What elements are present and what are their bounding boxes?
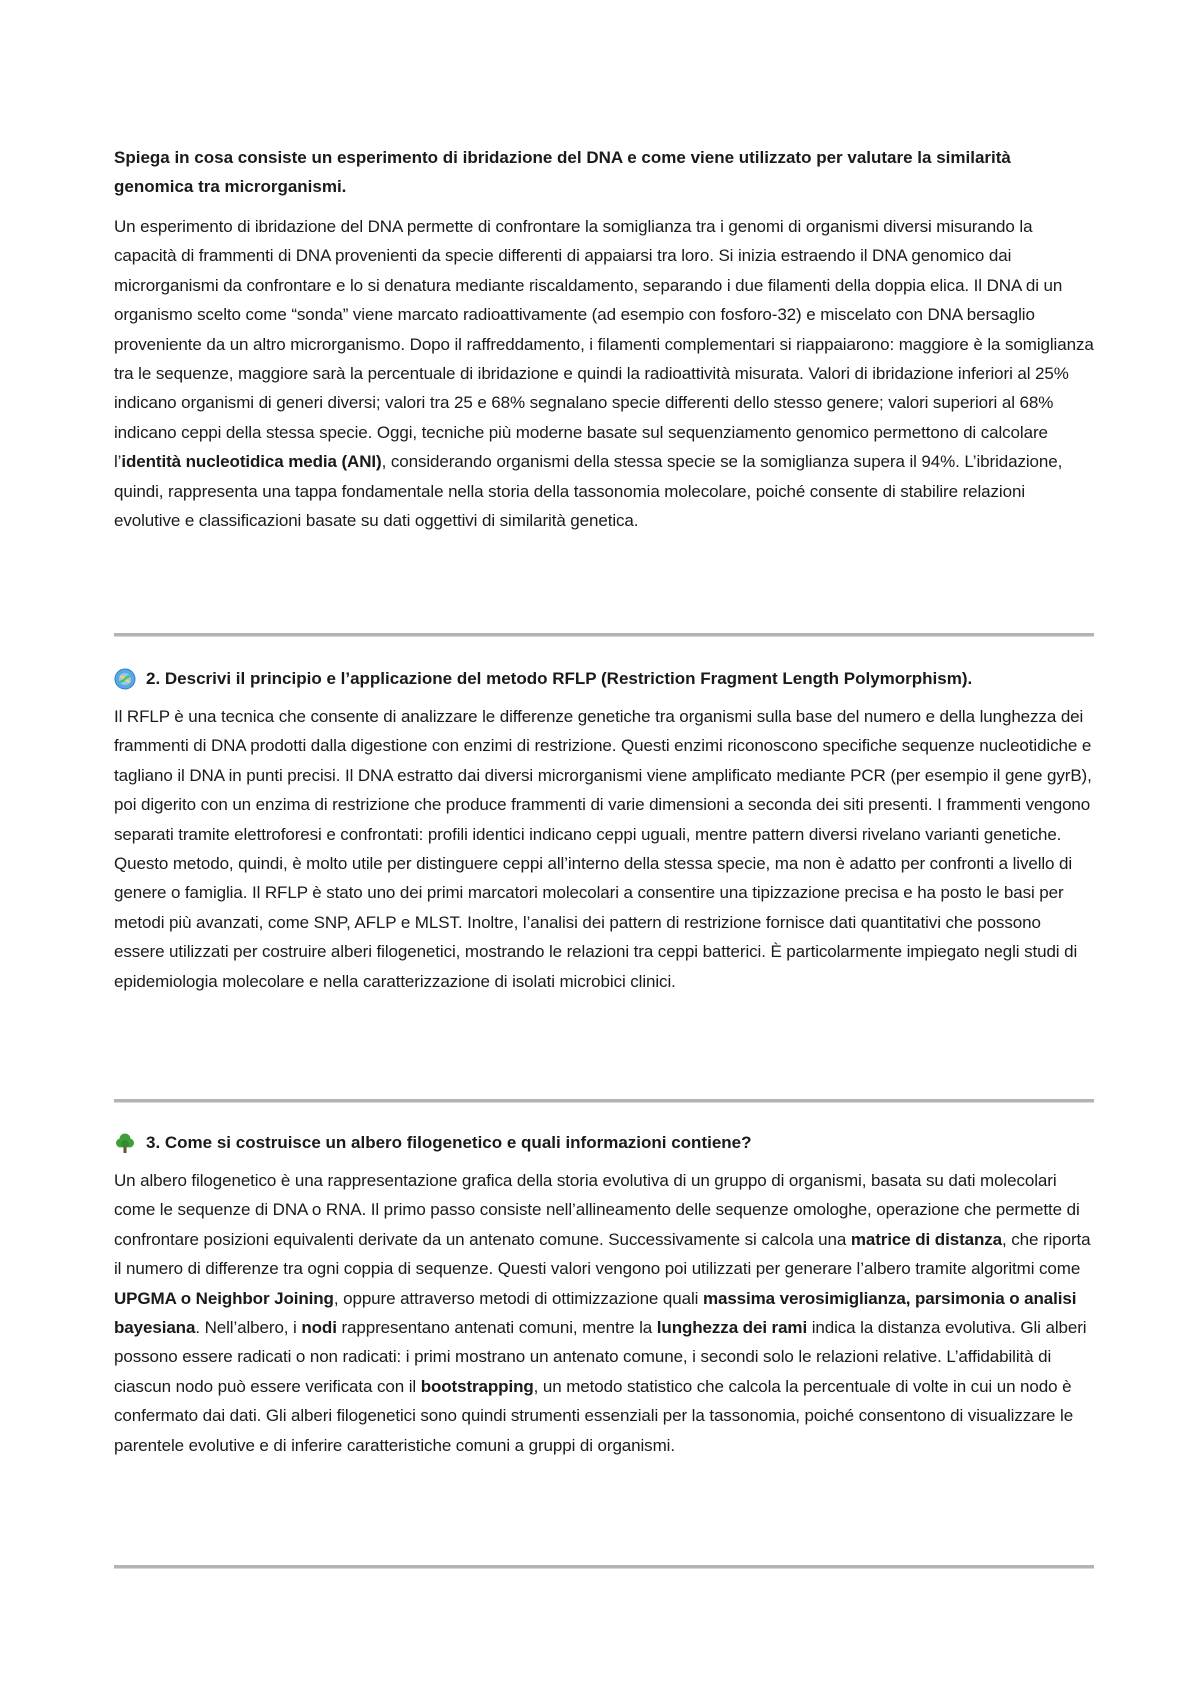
bold-term: massima verosimiglianza, parsimonia o analisi bayesiana [114,1288,1077,1338]
bold-term: UPGMA o Neighbor Joining [114,1288,334,1308]
text-run: , oppure attraverso metodi di ottimizzazione quali [333,1288,703,1308]
bold-term: identità nucleotidica media (ANI) [121,452,382,472]
answer-paragraph [114,1166,1094,1460]
section-heading [114,664,1094,693]
section-phylogenetic-tree [114,1128,1094,1460]
dna-globe-icon [114,668,136,690]
text-run: Il RFLP è una tecnica che consente di analizzare le differenze genetiche tra organismi sulla base del numero e della lunghezza dei frammenti di DNA prodotti dalla digestione con enzimi di restrizione. Questi enzimi riconoscono specifiche sequenze nucleotidiche e tagliano il DNA in punti precisi. Il DNA estratto dai diversi microrganismi viene amplificato mediante PCR (per esempio il gene gyrB), poi digerito con un enzima di restrizione che produce frammenti di varie dimensioni a seconda dei siti presenti. I frammenti vengono separati tramite elettroforesi e confrontati: profili identici indicano ceppi uguali, mentre pattern diversi rivelano varianti genetiche. Questo metodo, quindi, è molto utile per distinguere ceppi all’interno della stessa specie, ma non è adatto per confronti a livello di genere o famiglia. Il RFLP è stato uno dei primi marcatori molecolari a consentire una tipizzazione precisa e ha posto le basi per metodi più avanzati, come SNP, AFLP e MLST. Inoltre, l’analisi dei pattern di restrizione fornisce dati quantitativi che possono essere utilizzati per costruire alberi filogenetici, mostrando le relazioni tra ceppi batterici. È particolarmente impiegato negli studi di epidemiologia molecolare e nella caratterizzazione di isolati microbici clinici. [114,707,1092,991]
text-run: , che riporta il numero di differenze tra ogni coppia di sequenze. Questi valori vengono poi utilizzati per generare l’albero tramite algoritmi come [114,1229,1091,1279]
section-dna-hybridization [114,143,1094,535]
text-run: , considerando organismi della stessa specie se la somiglianza supera il 94%. L’ibridazione, quindi, rappresenta una tappa fondamentale nella storia della tassonomia molecolare, poiché consente di stabilire relazioni evolutive e classificazioni basate su dati oggettivi di similarità genetica. [114,452,1063,531]
text-run: rappresentano antenati comuni, mentre la [336,1318,657,1338]
bold-term: lunghezza dei rami [656,1318,808,1338]
question-title: Spiega in cosa consiste un esperimento di ibridazione del DNA e come viene utilizzato per valutare la similarità genomica tra microrganismi. [114,148,1011,196]
section-heading [114,1128,1094,1157]
section-rflp [114,664,1094,996]
question-title: 3. Come si costruisce un albero filogenetico e quali informazioni contiene? [146,1133,752,1152]
section-divider [114,1565,1094,1569]
section-divider [114,1099,1094,1103]
text-run: . Nell’albero, i [195,1318,302,1338]
text-run: Un esperimento di ibridazione del DNA permette di confrontare la somiglianza tra i genomi di organismi diversi misurando la capacità di frammenti di DNA provenienti da specie differenti di appaiarsi tra loro. Si inizia estraendo il DNA genomico dai microrganismi da confrontare e lo si denatura mediante riscaldamento, separando i due filamenti della doppia elica. Il DNA di un organismo scelto come “sonda” viene marcato radioattivamente (ad esempio con fosforo-32) e miscelato con DNA bersaglio proveniente da un altro microrganismo. Dopo il raffreddamento, i filamenti complementari si riappaiarono: maggiore è la somiglianza tra le sequenze, maggiore sarà la percentuale di ibridazione e quindi la radioattività misurata. Valori di ibridazione inferiori al 25% indicano organismi di generi diversi; valori tra 25 e 68% segnalano specie differenti dello stesso genere; valori superiori al 68% indicano ceppi della stessa specie. Oggi, tecniche più moderne basate sul sequenziamento genomico permettono di calcolare l’ [114,217,1094,472]
text-run: Un albero filogenetico è una rappresentazione grafica della storia evolutiva di un gruppo di organismi, basata su dati molecolari come le sequenze di DNA o RNA. Il primo passo consiste nell’allineamento delle sequenze omologhe, operazione che permette di confrontare posizioni equivalenti derivate da un antenato comune. Successivamente si calcola una [114,1171,1080,1249]
section-divider [114,633,1094,637]
tree-icon [114,1132,136,1154]
text-run: indica la distanza evolutiva. Gli alberi possono essere radicati o non radicati: i primi mostrano un antenato comune, i secondi solo le relazioni relative. L’affidabilità di ciascun nodo può essere verificata con il [114,1318,1087,1396]
text-run: , un metodo statistico che calcola la percentuale di volte in cui un nodo è confermato dai dati. Gli alberi filogenetici sono quindi strumenti essenziali per la tassonomia, poiché consentono di visualizzare le parentele evolutive e di inferire caratteristiche comuni a gruppi di organismi. [114,1376,1074,1455]
question-title: 2. Descrivi il principio e l’applicazione del metodo RFLP (Restriction Fragment Length Polymorphism). [146,669,973,688]
bold-term: matrice di distanza [850,1229,1003,1249]
bold-term: bootstrapping [420,1376,534,1396]
bold-term: nodi [301,1318,337,1338]
answer-paragraph [114,212,1094,535]
answer-paragraph [114,702,1094,996]
